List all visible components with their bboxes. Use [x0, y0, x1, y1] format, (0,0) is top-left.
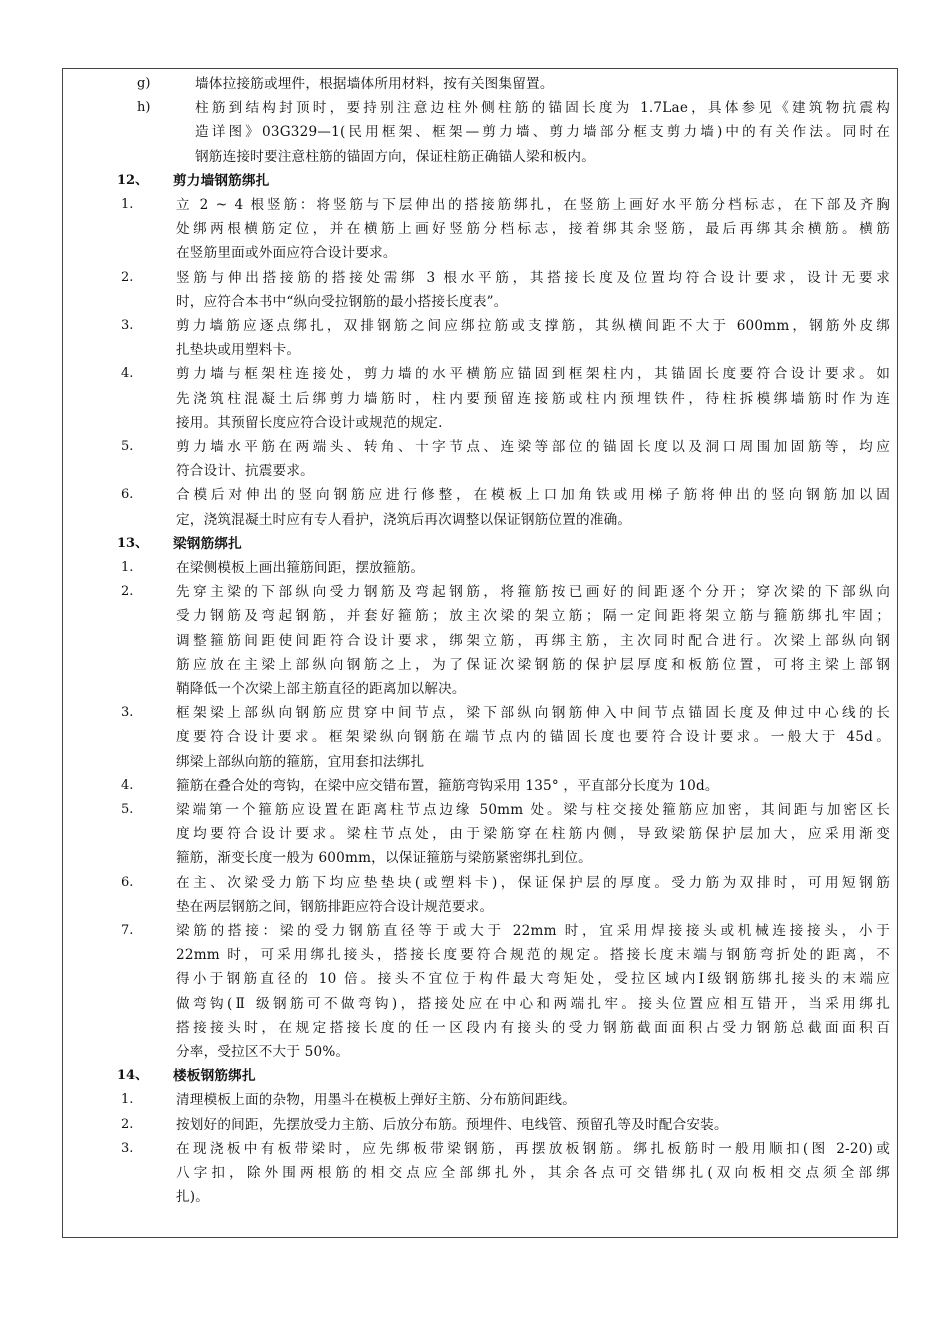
text-line: 梁端第一个箍筋应设置在距离柱节点边缘 50mm 处。梁与柱交接处箍筋应加密，其间距与加密区长 — [176, 802, 890, 818]
item-number: 4. — [121, 777, 134, 793]
text-line: 框架梁上部纵向钢筋应贯穿中间节点，梁下部纵向钢筋伸入中间节点锚固长度及伸过中心线的长 — [176, 705, 890, 722]
text-line: 剪力墙钢筋绑扎 — [173, 172, 270, 189]
item-text — [176, 362, 890, 435]
item-text — [176, 701, 890, 774]
text-line: 鞘降低一个次梁上部主筋直径的距离加以解决。 — [176, 681, 466, 697]
text-line: 合模后对伸出的竖向钢筋应进行修整，在模板上口加角铁或用梯子筋将伸出的竖向钢筋加以固 — [176, 487, 890, 504]
text-line: 剪力墙水平筋在两端头、转角、十字节点、连梁等部位的锚固长度以及洞口周围加固筋等，均应 — [176, 439, 890, 455]
item-number: 2. — [121, 584, 134, 600]
text-line: 分率，受拉区不大于 50%。 — [176, 1044, 350, 1061]
text-line: 造详图》03G329—1(民用框架、框架—剪力墙、剪力墙部分框支剪力墙)中的有关作法。同时在 — [195, 124, 890, 141]
text-line: 处绑两根横筋定位，并在横筋上画好竖筋分档标志，接着绑其余竖筋，最后再绑其余横筋。横筋 — [176, 221, 890, 238]
text-line: 得小于钢筋直径的 10 倍。接头不宜位于构件最大弯矩处，受拉区域内Ⅰ级钢筋绑扎接头的末端应 — [176, 971, 890, 988]
item-text — [176, 1113, 890, 1137]
item-text — [176, 266, 890, 314]
text-line: 按划好的间距，先摆放受力主筋、后放分布筋。预埋件、电线管、预留孔等及时配合安装。 — [176, 1116, 728, 1133]
text-line: 柱筋到结构封顶时，要持别注意边柱外侧柱筋的锚固长度为 1.7Lae，具体参见《建筑物抗震构 — [195, 100, 890, 117]
text-line: 先浇筑柱混凝土后绑剪力墙筋时，柱内要预留连接筋或柱内预埋铁件，待柱拆模绑墙筋时作为连 — [176, 390, 890, 407]
item-number: 12、 — [117, 172, 149, 188]
item-number: 7. — [121, 923, 134, 938]
text-line: 先穿主梁的下部纵向受力钢筋及弯起钢筋，将箍筋按已画好的间距逐个分开；穿次梁的下部纵向 — [176, 584, 890, 601]
text-line: 箍筋，渐变长度一般为 600mm，以保证箍筋与梁筋紧密绑扎到位。 — [176, 850, 592, 867]
text-line: 受力钢筋及弯起钢筋，并套好箍筋；放主次梁的架立筋；隔一定间距将架立筋与箍筋绑扎牢固； — [176, 608, 890, 625]
text-line: 绑梁上部纵向筋的箍筋，宜用套扣法绑扎 — [176, 753, 425, 770]
item-text — [173, 532, 887, 556]
item-text — [195, 96, 890, 169]
text-line: 钢筋连接时要注意柱筋的锚固方向，保证柱筋正确锚人梁和板内。 — [195, 148, 596, 165]
item-text — [176, 556, 890, 580]
text-line: 扎)。 — [176, 1189, 210, 1206]
item-number: g) — [137, 76, 151, 91]
item-text — [176, 193, 890, 266]
item-text — [176, 435, 890, 483]
item-number: 4. — [121, 366, 134, 382]
text-line: 立 2 ~ 4 根竖筋：将竖筋与下层伸出的搭接筋绑扎，在竖筋上画好水平筋分档标志，在下部及齐胸 — [176, 197, 890, 213]
item-text — [176, 580, 890, 701]
item-number: 3. — [121, 318, 134, 333]
item-text — [176, 919, 890, 1064]
item-number: 3. — [121, 705, 134, 721]
item-number: 5. — [121, 439, 134, 454]
text-line: 梁筋的搭接：梁的受力钢筋直径等于或大于 22mm 时，宜采用焊接接头或机械连接接头，小于 — [176, 923, 890, 939]
item-text — [176, 483, 890, 531]
item-text — [176, 314, 890, 362]
item-number: 1. — [121, 1092, 134, 1108]
text-line: 箍筋在叠合处的弯钩，在梁中应交错布置，箍筋弯钩采用 135° ，平直部分长度为 10d。 — [176, 777, 719, 794]
item-text — [195, 72, 890, 96]
text-line: 接用。其预留长度应符合设计或规范的规定. — [176, 414, 443, 431]
text-line: 竖筋与伸出搭接筋的搭接处需绑 3 根水平筋，其搭接长度及位置均符合设计要求，设计无要求 — [176, 269, 890, 286]
item-text — [173, 1064, 887, 1088]
item-text — [173, 169, 887, 193]
text-line: 扎垫块或用塑料卡。 — [176, 342, 301, 359]
text-line: 梁钢筋绑扎 — [173, 535, 242, 552]
item-number: 2. — [121, 1116, 134, 1132]
item-number: 1. — [121, 560, 134, 575]
text-line: 做弯钩(Ⅱ 级钢筋可不做弯钩)，搭接处应在中心和两端扎牢。接头位置应相互错开，当采用绑扎 — [176, 995, 890, 1012]
item-text — [176, 871, 890, 919]
item-number: h) — [137, 100, 151, 116]
text-line: 符合设计、抗震要求。 — [176, 463, 314, 480]
text-line: 筋应放在主梁上部纵向钢筋之上，为了保证次梁钢筋的保护层厚度和板筋位置，可将主梁上部钢 — [176, 656, 890, 673]
text-line: 度均要符合设计要求。梁柱节点处，由于梁筋穿在柱筋内侧，导致梁筋保护层加大，应采用渐变 — [176, 826, 890, 843]
item-number: 14、 — [117, 1068, 149, 1084]
text-line: 时，应符合本书中“纵向受拉钢筋的最小搭接长度表”。 — [176, 293, 508, 310]
item-number: 3. — [121, 1140, 134, 1156]
item-number: 6. — [121, 874, 134, 890]
item-number: 5. — [121, 802, 134, 817]
text-line: 在主、次梁受力筋下均应垫垫块(或塑料卡)，保证保护层的厚度。受力筋为双排时，可用短钢筋 — [176, 874, 890, 891]
text-line: 剪力墙与框架柱连接处，剪力墙的水平横筋应锚固到框架柱内，其锚固长度要符合设计要求。如 — [176, 366, 890, 383]
item-text — [176, 798, 890, 871]
text-line: 剪力墙筋应逐点绑扎，双排钢筋之间应绑拉筋或支撑筋，其纵横间距不大于 600mm，钢筋外皮绑 — [176, 318, 890, 334]
item-number: 6. — [121, 487, 134, 503]
item-text — [176, 774, 890, 798]
text-line: 垫在两层钢筋之间，钢筋排距应符合设计规范要求。 — [176, 898, 494, 915]
text-line: 调整箍筋间距使间距符合设计要求，绑架立筋，再绑主筋，主次同时配合进行。次梁上部纵向钢 — [176, 632, 890, 649]
text-line: 度要符合设计要求。框架梁纵向钢筋在端节点内的锚固长度也要符合设计要求。一般大于 45d。 — [176, 729, 890, 746]
text-line: 在现浇板中有板带梁时，应先绑板带梁钢筋，再摆放板钢筋。绑扎板筋时一般用顺扣(图 2-20)或 — [176, 1140, 890, 1157]
text-line: 清理模板上面的杂物，用墨斗在模板上弹好主筋、分布筋间距线。 — [176, 1092, 577, 1109]
item-number: 2. — [121, 269, 134, 285]
text-line: 在竖筋里面或外面应符合设计要求。 — [176, 245, 397, 262]
text-line: 在梁侧模板上画出箍筋间距，摆放箍筋。 — [176, 560, 425, 576]
text-line: 搭接接头时，在规定搭接长度的任一区段内有接头的受力钢筋截面面积占受力钢筋总截面面积百 — [176, 1019, 890, 1036]
text-line: 墙体拉接筋或埋件，根据墙体所用材料，按有关图集留置。 — [195, 76, 554, 92]
text-line: 楼板钢筋绑扎 — [173, 1068, 256, 1085]
item-number: 13、 — [117, 535, 149, 551]
text-line: 定，浇筑混凝土时应有专人看护，浇筑后再次调整以保证钢筋位置的准确。 — [176, 511, 632, 528]
item-text — [176, 1088, 890, 1112]
item-number: 1. — [121, 197, 134, 212]
item-text — [176, 1137, 890, 1210]
text-line: 八字扣，除外围两根筋的相交点应全部绑扎外，其余各点可交错绑扎(双向板相交点须全部绑 — [176, 1165, 890, 1181]
text-line: 22mm 时，可采用绑扎接头，搭接长度要符合规范的规定。搭接长度末端与钢筋弯折处的距离，不 — [176, 947, 890, 964]
